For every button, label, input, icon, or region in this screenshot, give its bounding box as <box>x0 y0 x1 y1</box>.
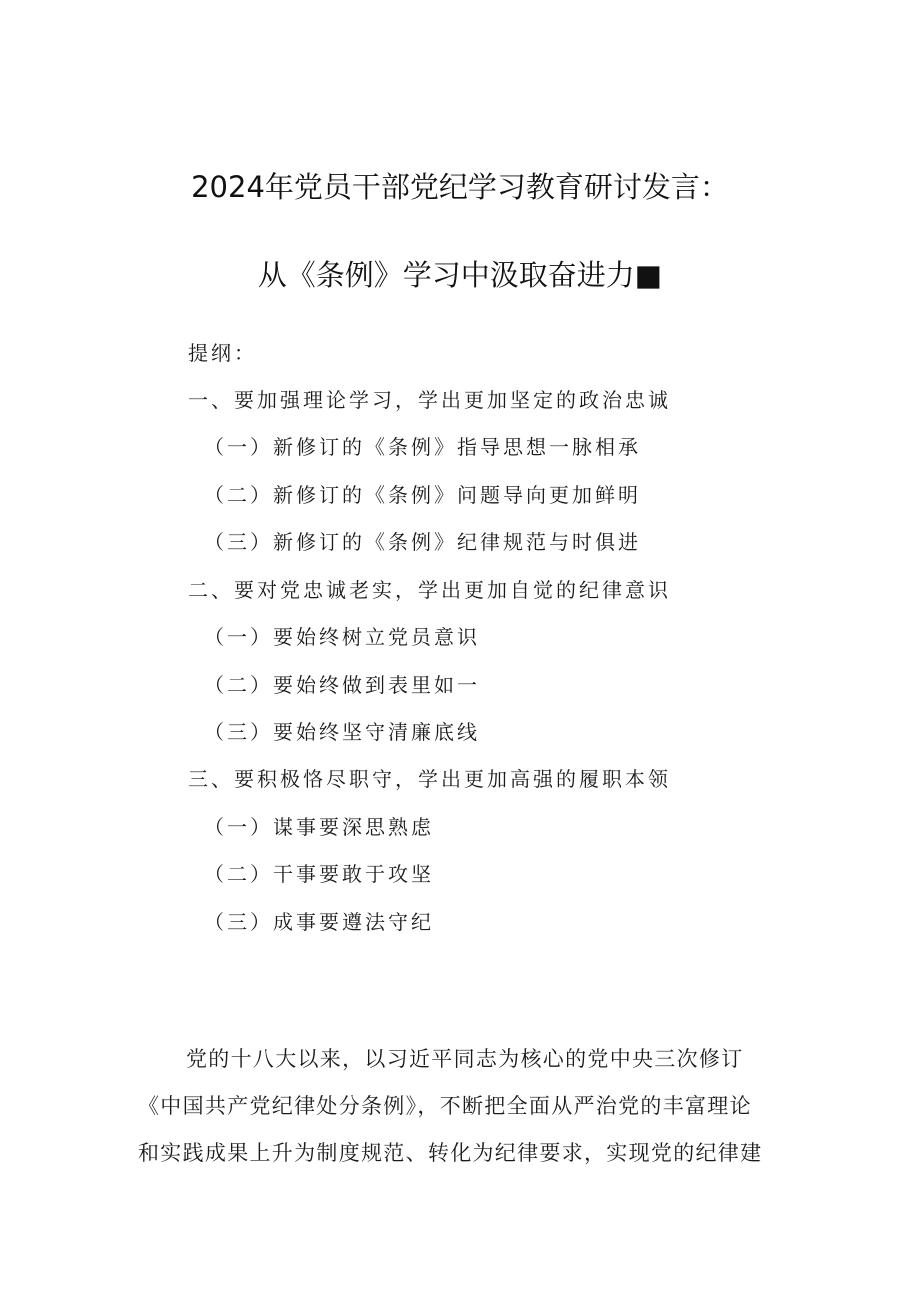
body-paragraph <box>138 1036 788 1177</box>
outline-heading: 提纲： <box>188 341 257 365</box>
outline-item: （三）新修订的《条例》纪律规范与时俱进 <box>204 530 641 554</box>
outline-item: （三）要始终坚守清廉底线 <box>204 720 480 744</box>
document-title-line1: 2024年党员干部党纪学习教育研讨发言： <box>191 170 729 204</box>
body-line: 和实践成果上升为制度规范、转化为纪律要求，实现党的纪律建 <box>138 1141 763 1165</box>
outline-item: 一、要加强理论学习，学出更加坚定的政治忠诚 <box>188 388 671 412</box>
outline-item: （一）谋事要深思熟虑 <box>204 815 434 839</box>
outline-item: （二）要始终做到表里如一 <box>204 673 480 697</box>
outline-item: （一）新修订的《条例》指导思想一脉相承 <box>204 435 641 459</box>
body-line: 党的十八大以来，以习近平同志为核心的党中央三次修订 <box>186 1047 744 1071</box>
body-line: 《中国共产党纪律处分条例》，不断把全面从严治党的丰富理论 <box>138 1094 752 1118</box>
outline-item: （三）成事要遵法守纪 <box>204 910 434 934</box>
outline-item: （二）新修订的《条例》问题导向更加鲜明 <box>204 483 641 507</box>
outline-item: 三、要积极恪尽职守，学出更加高强的履职本领 <box>188 767 671 791</box>
outline-item: （二）干事要敢于攻坚 <box>204 862 434 886</box>
outline-item: 二、要对党忠诚老实，学出更加自觉的纪律意识 <box>188 578 671 602</box>
outline-item: （一）要始终树立党员意识 <box>204 625 480 649</box>
document-title-line2: 从《条例》学习中汲取奋进力■ <box>257 258 663 292</box>
